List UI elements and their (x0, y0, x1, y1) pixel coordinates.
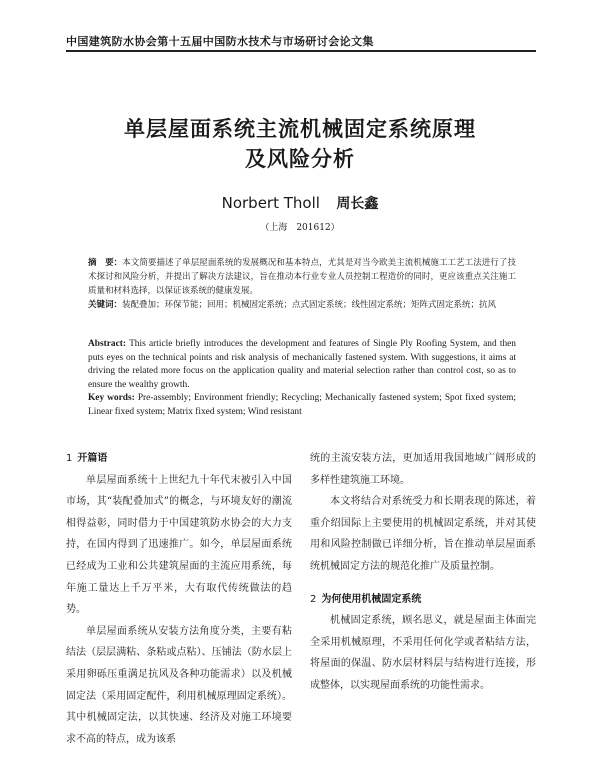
body-column-left (66, 448, 292, 750)
abstract-cn-text: 本文简要描述了单层屋面系统的发展概况和基本特点，尤其是对当今欧美主流机械施工工艺工法进行了技术探讨和风险分析，并提出了解决方法建议，旨在推动本行业专业人员控制工程造价的同时，更应该重点关注施工质量和材料选择，以保证该系统的健康发展。 (88, 258, 516, 296)
section-gap (310, 578, 536, 589)
keywords-en (88, 392, 516, 419)
section-1-number: 1 (66, 453, 73, 464)
section-1-paragraph-3: 本文将结合对系统受力和长期表现的陈述，着重介绍国际上主要使用的机械固定系统，并对其使用和风险控制做已详细分析，旨在推动单层屋面系统机械固定方法的规范化推广及质量控制。 (310, 496, 536, 572)
authors (40, 193, 560, 213)
section-1-paragraph-2: 单层屋面系统从安装方法角度分类，主要有粘结法（层层满粘、条粘或点粘）、压铺法（防水层上采用卵砾压重满足抗风及各种功能需求）以及机械固定法（采用固定配件，利用机械原理固定系统）。其中机械固定法，以其快速、经济及对施工环境要求不高的特点，成为该系 (66, 625, 292, 745)
section-2-paragraph-1: 机械固定系统，顾名思义，就是屋面主体面完全采用机械原理，不采用任何化学或者粘结方法，将屋面的保温、防水层材料层与结构进行连接，形成整体，以实现屋面系统的功能性需求。 (310, 615, 536, 691)
section-1-paragraph-2-continued: 统的主流安装方法，更加适用我国地域广阔形成的多样性建筑施工环境。 (310, 453, 536, 486)
article-title-line-1: 单层屋面系统主流机械固定系统原理 (124, 117, 476, 141)
section-2-number: 2 (310, 593, 317, 605)
abstract-cn-label: 摘 要： (88, 258, 123, 268)
keywords-cn (88, 298, 516, 312)
abstract-en (88, 338, 516, 392)
abstract-en-label: Abstract: (88, 339, 127, 349)
author-cn: 周长鑫 (336, 196, 379, 212)
abstract-en-text: This article briefly introduces the development and features of Single Ply Roofing System, and then puts eyes on the technical points and risk analysis of mechanically fastened system. With suggestions, it aims at driving the related more focus on the application quality and material selection rather than control cost, so as to ensure the wealthy growth. (88, 339, 516, 390)
section-2-title: 为何使用机械固定系统 (321, 593, 422, 605)
keywords-cn-text: 装配叠加；环保节能；回用；机械固定系统；点式固定系统；线性固定系统；矩阵式固定系统；抗风 (122, 300, 497, 310)
keywords-en-label: Key words: (88, 393, 135, 403)
section-2-heading (310, 589, 536, 611)
affiliation: （上海 201612） (260, 223, 340, 233)
body-column-right (310, 448, 536, 697)
abstract-cn (88, 256, 516, 298)
section-1-heading (66, 448, 292, 470)
running-header: 中国建筑防水协会第十五届中国防水技术与市场研讨会论文集 (66, 35, 374, 48)
article-title-line-2: 及风险分析 (245, 147, 355, 171)
keywords-en-text: Pre-assembly; Environment friendly; Recycling; Mechanically fastened system; Spot fixed system; Linear fixed system; Matrix fixed system; Wind resistant (88, 393, 517, 417)
section-1-paragraph-1: 单层屋面系统十上世纪九十年代末被引入中国市场，其“装配叠加式”的概念，与环境友好的潮流相得益彰，同时借力于中国建筑防水协会的大力支持，在国内得到了迅速推广。如今，单层屋面系统已经成为工业和公共建筑屋面的主流应用系统，每年施工量达上千万平米，大有取代传统做法的趋势。 (66, 474, 292, 616)
author-en: Norbert Tholl (221, 194, 320, 212)
header-rule (66, 50, 536, 52)
section-1-title: 开篇语 (77, 453, 108, 464)
abstract-cn-block (88, 256, 516, 312)
keywords-cn-label: 关键词： (88, 300, 123, 310)
abstract-en-block (88, 338, 516, 419)
